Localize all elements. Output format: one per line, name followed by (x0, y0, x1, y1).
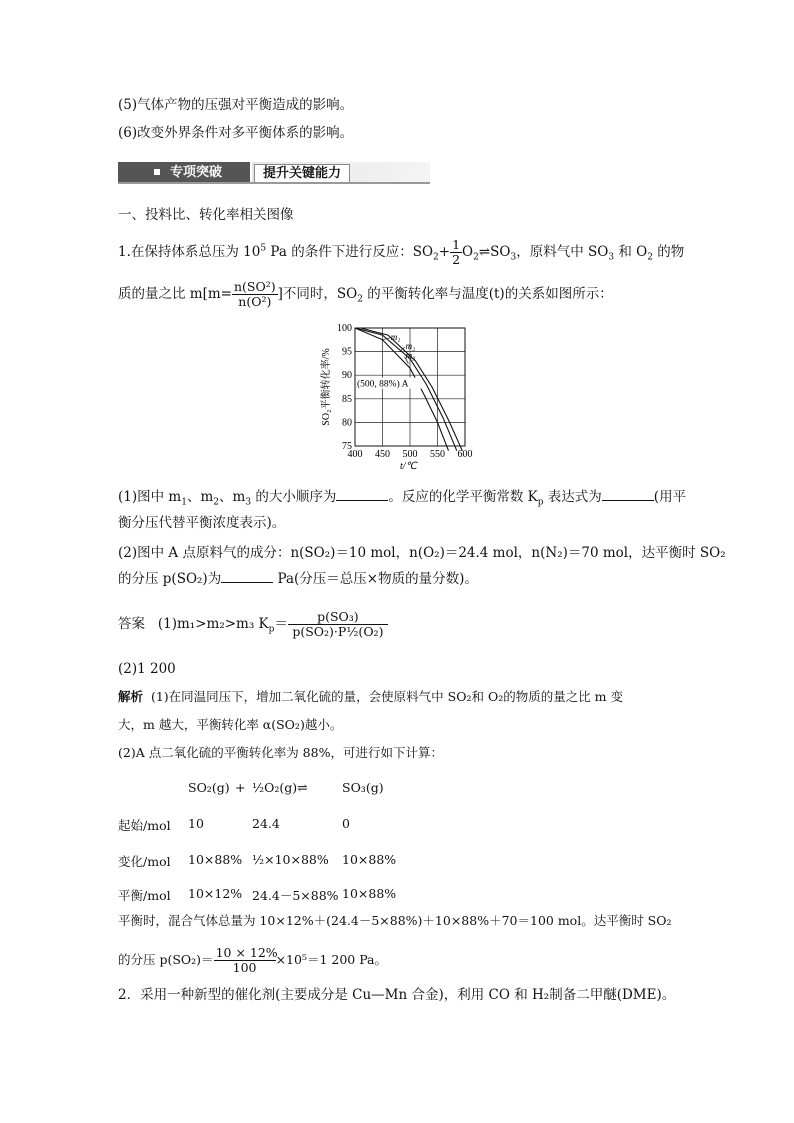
y-tick-label: 95 (342, 346, 352, 358)
y-tick-label: 75 (342, 441, 352, 452)
q1-sub-d: 3 (608, 252, 615, 263)
conversion-chart (313, 320, 483, 470)
solution-label: 解析 (118, 689, 144, 704)
cell-change-so3: 10×88% (342, 852, 397, 867)
sub1-s1: 1 (181, 497, 187, 508)
answer-eq: ＝ (274, 616, 288, 632)
banner-left-label: 专项突破 (170, 165, 223, 180)
answer-blank-1[interactable] (336, 488, 388, 501)
paragraph-6: (6)改变外界条件对多平衡体系的影响。 (118, 125, 354, 141)
answer-kp-sub: p (268, 624, 275, 635)
kp-numerator: p(SO₃) (288, 610, 388, 625)
subquestion-2-line-2 (118, 570, 478, 588)
cell-start-o2: 24.4 (252, 816, 280, 831)
answer-blank-3[interactable] (221, 570, 273, 583)
sub1-h: (用平 (653, 489, 687, 505)
sub1-s2: 2 (213, 497, 219, 508)
x-tick-label: 400 (347, 449, 363, 460)
sol-p-a: 的分压 p(SO₂)＝ (118, 952, 214, 967)
pressure-fraction (214, 946, 276, 975)
y-tick-label: 80 (342, 417, 352, 429)
section-banner (118, 162, 430, 184)
answer-line (118, 610, 388, 639)
cell-start-so3: 0 (342, 816, 350, 831)
q1-l2-sub: 2 (357, 294, 363, 305)
ratio-fraction (232, 280, 278, 309)
banner-right-label: 提升关键能力 (254, 164, 350, 184)
answer-2: (2)1 200 (118, 661, 176, 677)
q1-sub-c: 3 (510, 252, 517, 263)
sub1-a: (1)图中 m (118, 489, 182, 505)
solution-line-3: (2)A 点二氧化硫的平衡转化率为 88%，可进行如下计算： (118, 745, 443, 760)
point-a-label: (500, 88%) A (357, 379, 409, 390)
answer-1: (1)m₁>m₂>m₃ K (157, 616, 269, 632)
q1-sub-a: 2 (433, 252, 439, 263)
y-tick-label: 85 (342, 393, 352, 405)
half-numerator: 1 (452, 237, 461, 252)
subquestion-2-line-1: (2)图中 A 点原料气的成分：n(SO₂)＝10 mol，n(O₂)＝24.4 mol，n(N₂)＝70 mol，达平衡时 SO₂ (118, 545, 726, 561)
x-tick-label: 450 (375, 449, 390, 460)
solution-1-a: (1)在同温同压下，增加二氧化硫的量，会使原料气中 SO₂和 O₂的物质的量之比 m 变 (150, 689, 624, 704)
banner-dark-tab (118, 162, 250, 184)
paragraph-5: (5)气体产物的压强对平衡造成的影响。 (118, 97, 354, 113)
eq-plus: + (235, 780, 246, 795)
sub1-g: 表达式为 (543, 489, 602, 505)
sub1-kp-sub: p (537, 497, 544, 508)
question-2: 2．采用一种新型的催化剂(主要成分是 Cu—Mn 合金)，利用 CO 和 H₂制备二甲醚(DME)。 (118, 987, 676, 1003)
sub1-e: 。反应的化学平衡常数 K (388, 489, 538, 505)
solution-partial-pressure (118, 946, 387, 975)
solution-line-2: 大，m 越大，平衡转化率 α(SO₂)越小。 (118, 717, 343, 732)
question-1-line-2 (118, 280, 613, 309)
eq-so2: SO₂(g) (188, 780, 230, 795)
ratio-denominator: n(O²) (238, 294, 272, 309)
sub1-b: 、m (186, 489, 214, 505)
cell-start-so2: 10 (188, 816, 204, 831)
banner-light-tab (252, 162, 430, 184)
cell-eq-o2: 24.4－5×88% (252, 888, 339, 903)
subquestion-1-line-1 (118, 488, 686, 512)
x-tick-label: 500 (402, 449, 418, 460)
q1-l2-b: ]不同时，SO (277, 286, 358, 302)
sub2-a: 的分压 p(SO₂)为 (118, 571, 222, 587)
q1-text-g: 和 O (614, 244, 648, 260)
half-fraction (450, 238, 462, 267)
solution-total: 平衡时，混合气体总量为 10×12%＋(24.4－5×88%)＋10×88%＋70＝100 mol。达平衡时 SO₂ (118, 913, 672, 928)
sub1-c: 、m (219, 489, 246, 505)
question-1-line-1 (118, 238, 684, 267)
kp-fraction (288, 610, 388, 639)
q1-l2-c: 的平衡转化率与温度(t)的关系如图所示： (362, 286, 613, 302)
q1-text-h: 的物 (652, 244, 685, 260)
subquestion-1-line-2: 衡分压代替平衡浓度表示)。 (118, 515, 286, 531)
pressure-denominator: 100 (232, 960, 257, 975)
q1-l2-a: 质的量之比 m[m= (118, 286, 232, 302)
section-heading: 一、投料比、转化率相关图像 (118, 207, 294, 223)
y-axis-label: SO₂平衡转化率/% (321, 348, 332, 426)
series-label-3: m₃ (405, 350, 416, 361)
q1-text-c: + (438, 244, 451, 260)
x-tick-label: 550 (430, 449, 445, 460)
series-label-2: m₂ (405, 341, 416, 352)
q1-text-e: ⇌SO (478, 244, 511, 260)
half-denominator: 2 (452, 252, 461, 267)
answer-blank-2[interactable] (602, 488, 654, 501)
x-axis-label: t/℃ (400, 461, 417, 470)
cell-eq-so3: 10×88% (342, 886, 397, 901)
y-tick-label: 100 (337, 323, 352, 334)
answer-label: 答案 (118, 616, 145, 632)
row-label-start: 起始/mol (118, 818, 171, 833)
cell-change-so2: 10×88% (188, 852, 243, 867)
q1-text-b: Pa 的条件下进行反应：SO (266, 244, 434, 260)
cell-eq-so2: 10×12% (188, 886, 243, 901)
sub1-s3: 3 (245, 497, 252, 508)
q1-text-d: O (462, 244, 474, 260)
kp-denominator: p(SO₂)·P½(O₂) (292, 624, 384, 639)
sub2-b: Pa(分压＝总压×物质的量分数)。 (273, 571, 478, 587)
q1-sub-e: 2 (647, 252, 653, 263)
ratio-numerator: n(SO²) (233, 279, 276, 294)
q1-exp: 5 (260, 243, 267, 254)
series-label-1: m₁ (390, 331, 401, 342)
eq-so3: SO₃(g) (342, 780, 384, 795)
pressure-numerator: 10 × 12% (215, 945, 278, 960)
x-tick-label: 600 (457, 449, 473, 460)
row-label-change: 变化/mol (118, 854, 171, 869)
sol-p-b: ×10⁵＝1 200 Pa。 (275, 952, 388, 967)
y-tick-label: 90 (342, 370, 352, 382)
square-bullet-icon (154, 169, 160, 175)
eq-half-o2: ½O₂(g)⇌ (252, 780, 308, 795)
sub1-d: 的大小顺序为 (251, 489, 337, 505)
q1-text-f: ，原料气中 SO (516, 244, 609, 260)
q1-text-a: 1.在保持体系总压为 10 (118, 244, 261, 260)
banner-rule (118, 182, 430, 184)
row-label-equilibrium: 平衡/mol (118, 888, 171, 903)
q1-sub-b: 2 (473, 252, 479, 263)
solution-line-1 (118, 688, 623, 706)
cell-change-o2: ½×10×88% (252, 852, 329, 867)
